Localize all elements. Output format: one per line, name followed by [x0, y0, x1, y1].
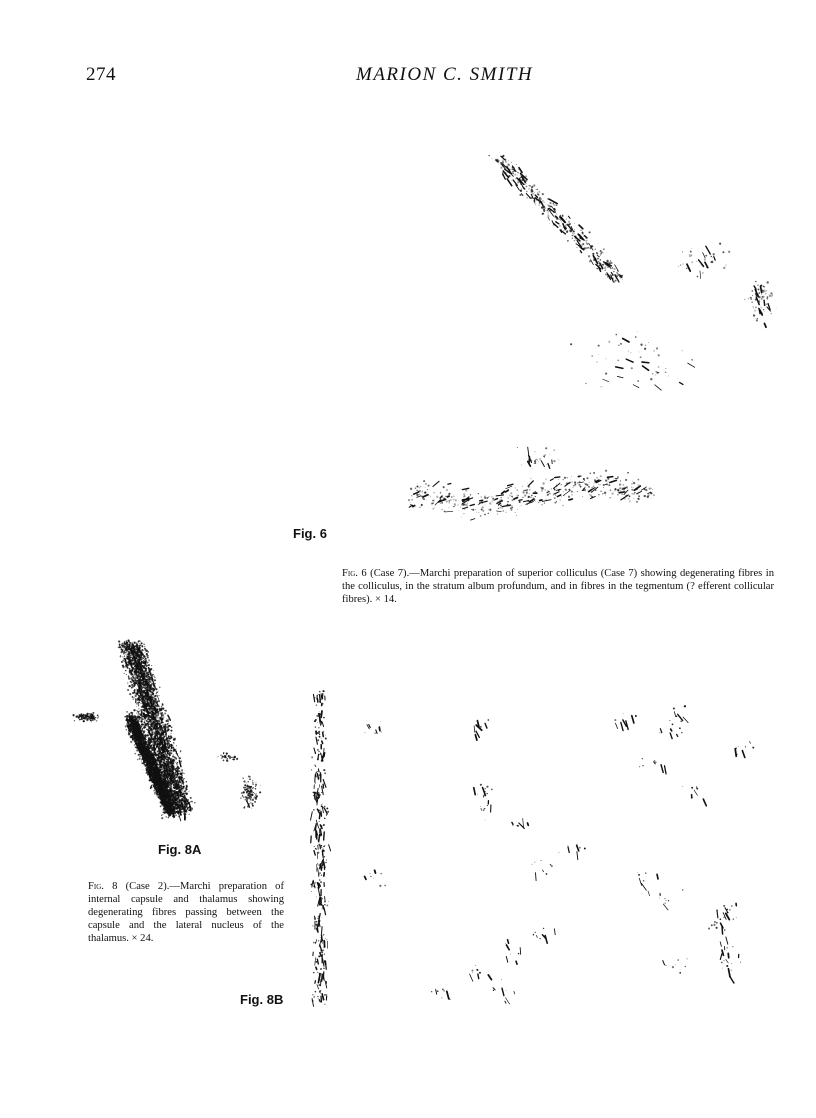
fig8-caption-lead: Fig. 8: [88, 881, 118, 892]
fig6-caption-body: (Case 7).—Marchi preparation of superior colliculus (Case 7) showing degenerating fibres in the colliculus, in the stratum album profundum, and in fibres in the tegmentum (? efferent collicular fibres). × 14.: [342, 568, 774, 605]
fig6-caption: [342, 567, 774, 606]
running-head-author: MARION C. SMITH: [356, 64, 534, 85]
page-number: 274: [86, 64, 116, 85]
fig6-label: Fig. 6: [293, 526, 327, 541]
fig6-caption-lead: Fig. 6: [342, 568, 367, 579]
fig8a-micrograph: [62, 622, 282, 834]
fig8-caption-body: (Case 2).—Marchi preparation of internal capsule and thalamus showing degenerating fibres passing between the capsule and the lateral nucleus of the thalamus. × 24.: [88, 881, 285, 944]
fig6-micrograph: [340, 140, 790, 550]
fig8-caption: [88, 880, 284, 945]
fig8b-label: Fig. 8B: [240, 992, 284, 1007]
fig8a-label: Fig. 8A: [158, 842, 202, 857]
fig8b-micrograph: [306, 688, 766, 1018]
